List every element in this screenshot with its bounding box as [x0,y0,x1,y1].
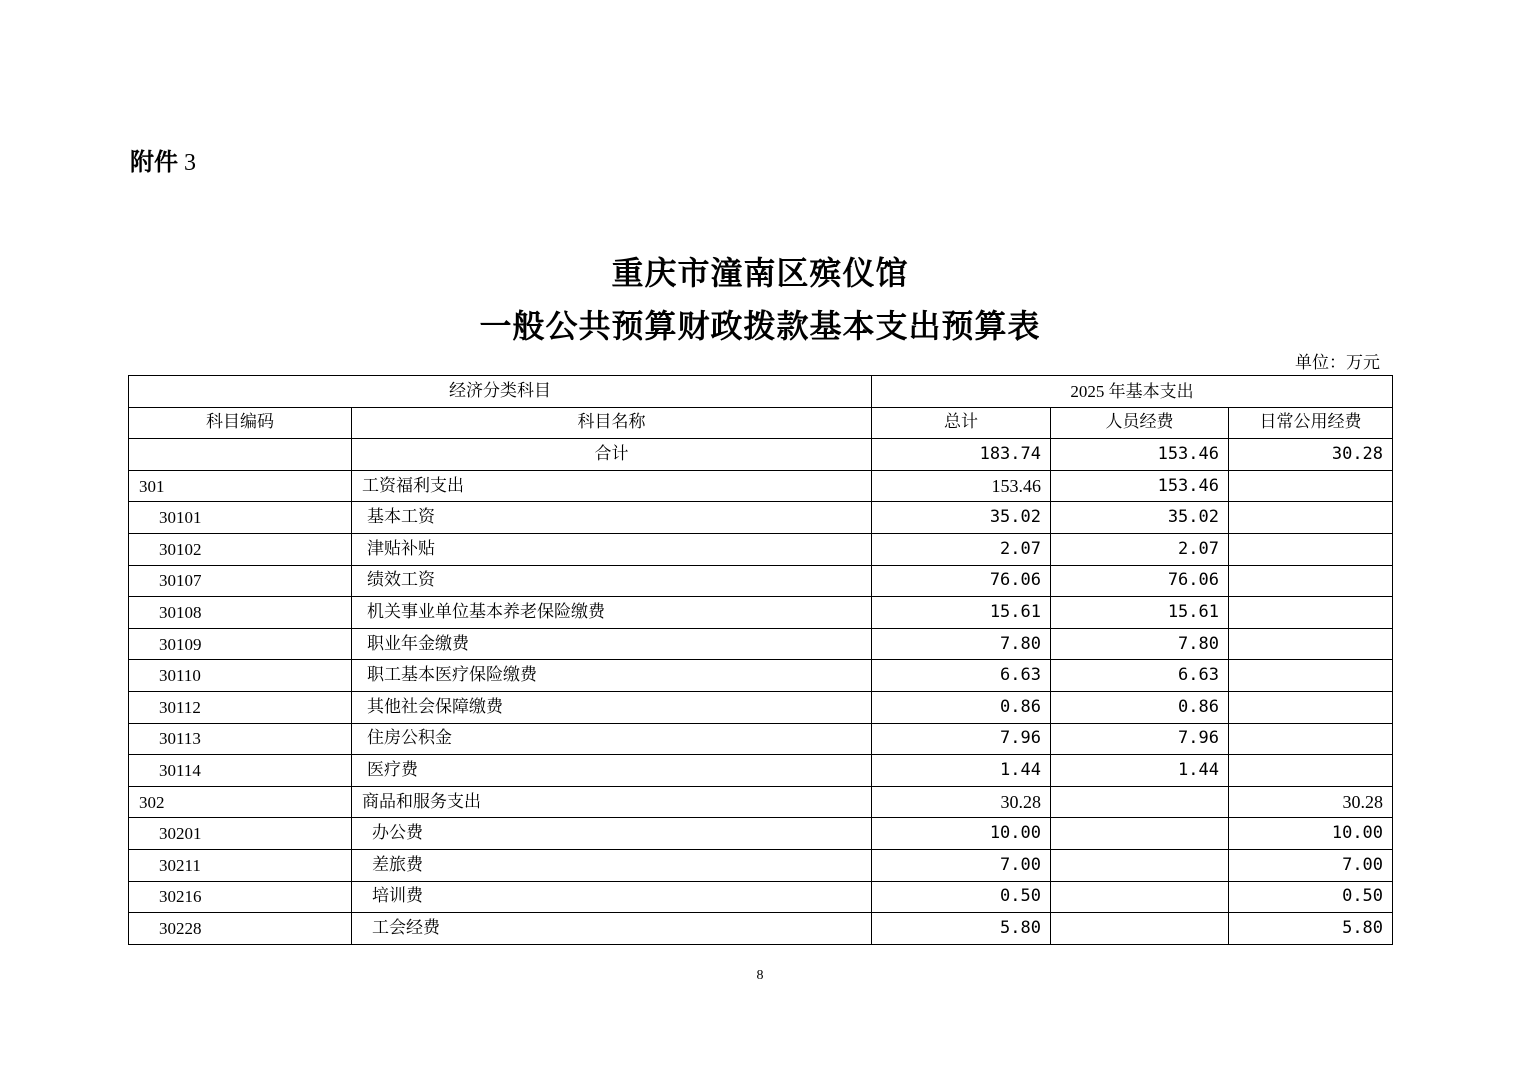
code-cell: 30101 [129,502,352,534]
total-cell: 7.96 [872,723,1051,755]
code-cell: 30110 [129,660,352,692]
name-cell: 津贴补贴 [352,533,872,565]
public-cell: 0.50 [1229,881,1393,913]
total-cell: 10.00 [872,818,1051,850]
name-cell: 差旅费 [352,849,872,881]
total-cell: 0.50 [872,881,1051,913]
table-row [129,565,1393,597]
total-label: 合计 [352,439,872,471]
public-cell [1229,533,1393,565]
total-personnel: 153.46 [1051,439,1229,471]
table-row [129,660,1393,692]
name-cell: 工资福利支出 [352,470,872,502]
name-cell: 工会经费 [352,913,872,945]
header-personnel: 人员经费 [1051,407,1229,439]
total-cell: 30.28 [872,786,1051,818]
total-row [129,439,1393,471]
total-code-cell [129,439,352,471]
public-cell [1229,565,1393,597]
code-cell: 30211 [129,849,352,881]
table-row [129,786,1393,818]
name-cell: 职业年金缴费 [352,628,872,660]
table-row [129,691,1393,723]
personnel-cell [1051,913,1229,945]
personnel-cell [1051,881,1229,913]
title-line-2: 一般公共预算财政拨款基本支出预算表 [479,307,1041,345]
personnel-cell: 15.61 [1051,597,1229,629]
attachment-number: 3 [184,150,196,176]
code-cell: 30102 [129,533,352,565]
unit-label: 单位：万元 [1295,353,1380,373]
name-cell: 商品和服务支出 [352,786,872,818]
public-cell [1229,691,1393,723]
public-cell [1229,470,1393,502]
table-row [129,913,1393,945]
total-cell: 0.86 [872,691,1051,723]
personnel-cell: 7.80 [1051,628,1229,660]
personnel-cell: 76.06 [1051,565,1229,597]
total-cell: 15.61 [872,597,1051,629]
name-cell: 其他社会保障缴费 [352,691,872,723]
personnel-cell [1051,818,1229,850]
table-row [129,597,1393,629]
personnel-cell: 6.63 [1051,660,1229,692]
code-cell: 30108 [129,597,352,629]
name-cell: 办公费 [352,818,872,850]
column-header-row [129,407,1393,439]
total-cell: 1.44 [872,755,1051,787]
table-row [129,881,1393,913]
header-total: 总计 [872,407,1051,439]
public-cell [1229,597,1393,629]
table-row [129,470,1393,502]
header-name: 科目名称 [352,407,872,439]
public-cell [1229,502,1393,534]
table-row [129,755,1393,787]
code-cell: 302 [129,786,352,818]
table-row [129,849,1393,881]
budget-table [128,375,1393,945]
header-economic-category: 经济分类科目 [129,376,872,408]
public-cell: 7.00 [1229,849,1393,881]
code-cell: 30112 [129,691,352,723]
code-cell: 30228 [129,913,352,945]
name-cell: 绩效工资 [352,565,872,597]
code-cell: 30201 [129,818,352,850]
personnel-cell: 1.44 [1051,755,1229,787]
code-cell: 301 [129,470,352,502]
personnel-cell: 2.07 [1051,533,1229,565]
page-number: 8 [756,968,764,983]
table-row [129,533,1393,565]
total-total: 183.74 [872,439,1051,471]
public-cell: 10.00 [1229,818,1393,850]
header-public: 日常公用经费 [1229,407,1393,439]
public-cell: 30.28 [1229,786,1393,818]
personnel-cell: 35.02 [1051,502,1229,534]
name-cell: 医疗费 [352,755,872,787]
name-cell: 机关事业单位基本养老保险缴费 [352,597,872,629]
personnel-cell: 153.46 [1051,470,1229,502]
table-row [129,628,1393,660]
title-line-1: 重庆市潼南区殡仪馆 [611,254,909,292]
group-header-row [129,376,1393,408]
total-cell: 2.07 [872,533,1051,565]
code-cell: 30113 [129,723,352,755]
total-cell: 35.02 [872,502,1051,534]
code-cell: 30114 [129,755,352,787]
attachment-text: 附件 [130,148,178,176]
table-row [129,818,1393,850]
table-row [129,502,1393,534]
name-cell: 住房公积金 [352,723,872,755]
name-cell: 培训费 [352,881,872,913]
total-cell: 7.80 [872,628,1051,660]
total-cell: 7.00 [872,849,1051,881]
code-cell: 30109 [129,628,352,660]
code-cell: 30107 [129,565,352,597]
personnel-cell: 7.96 [1051,723,1229,755]
public-cell: 5.80 [1229,913,1393,945]
public-cell [1229,723,1393,755]
personnel-cell [1051,849,1229,881]
public-cell [1229,628,1393,660]
name-cell: 职工基本医疗保险缴费 [352,660,872,692]
personnel-cell: 0.86 [1051,691,1229,723]
total-cell: 153.46 [872,470,1051,502]
attachment-label [130,142,196,177]
total-cell: 76.06 [872,565,1051,597]
personnel-cell [1051,786,1229,818]
public-cell [1229,660,1393,692]
public-cell [1229,755,1393,787]
table-row [129,723,1393,755]
name-cell: 基本工资 [352,502,872,534]
code-cell: 30216 [129,881,352,913]
total-cell: 6.63 [872,660,1051,692]
total-public: 30.28 [1229,439,1393,471]
header-code: 科目编码 [129,407,352,439]
total-cell: 5.80 [872,913,1051,945]
header-basic-expenditure: 2025 年基本支出 [872,376,1393,408]
